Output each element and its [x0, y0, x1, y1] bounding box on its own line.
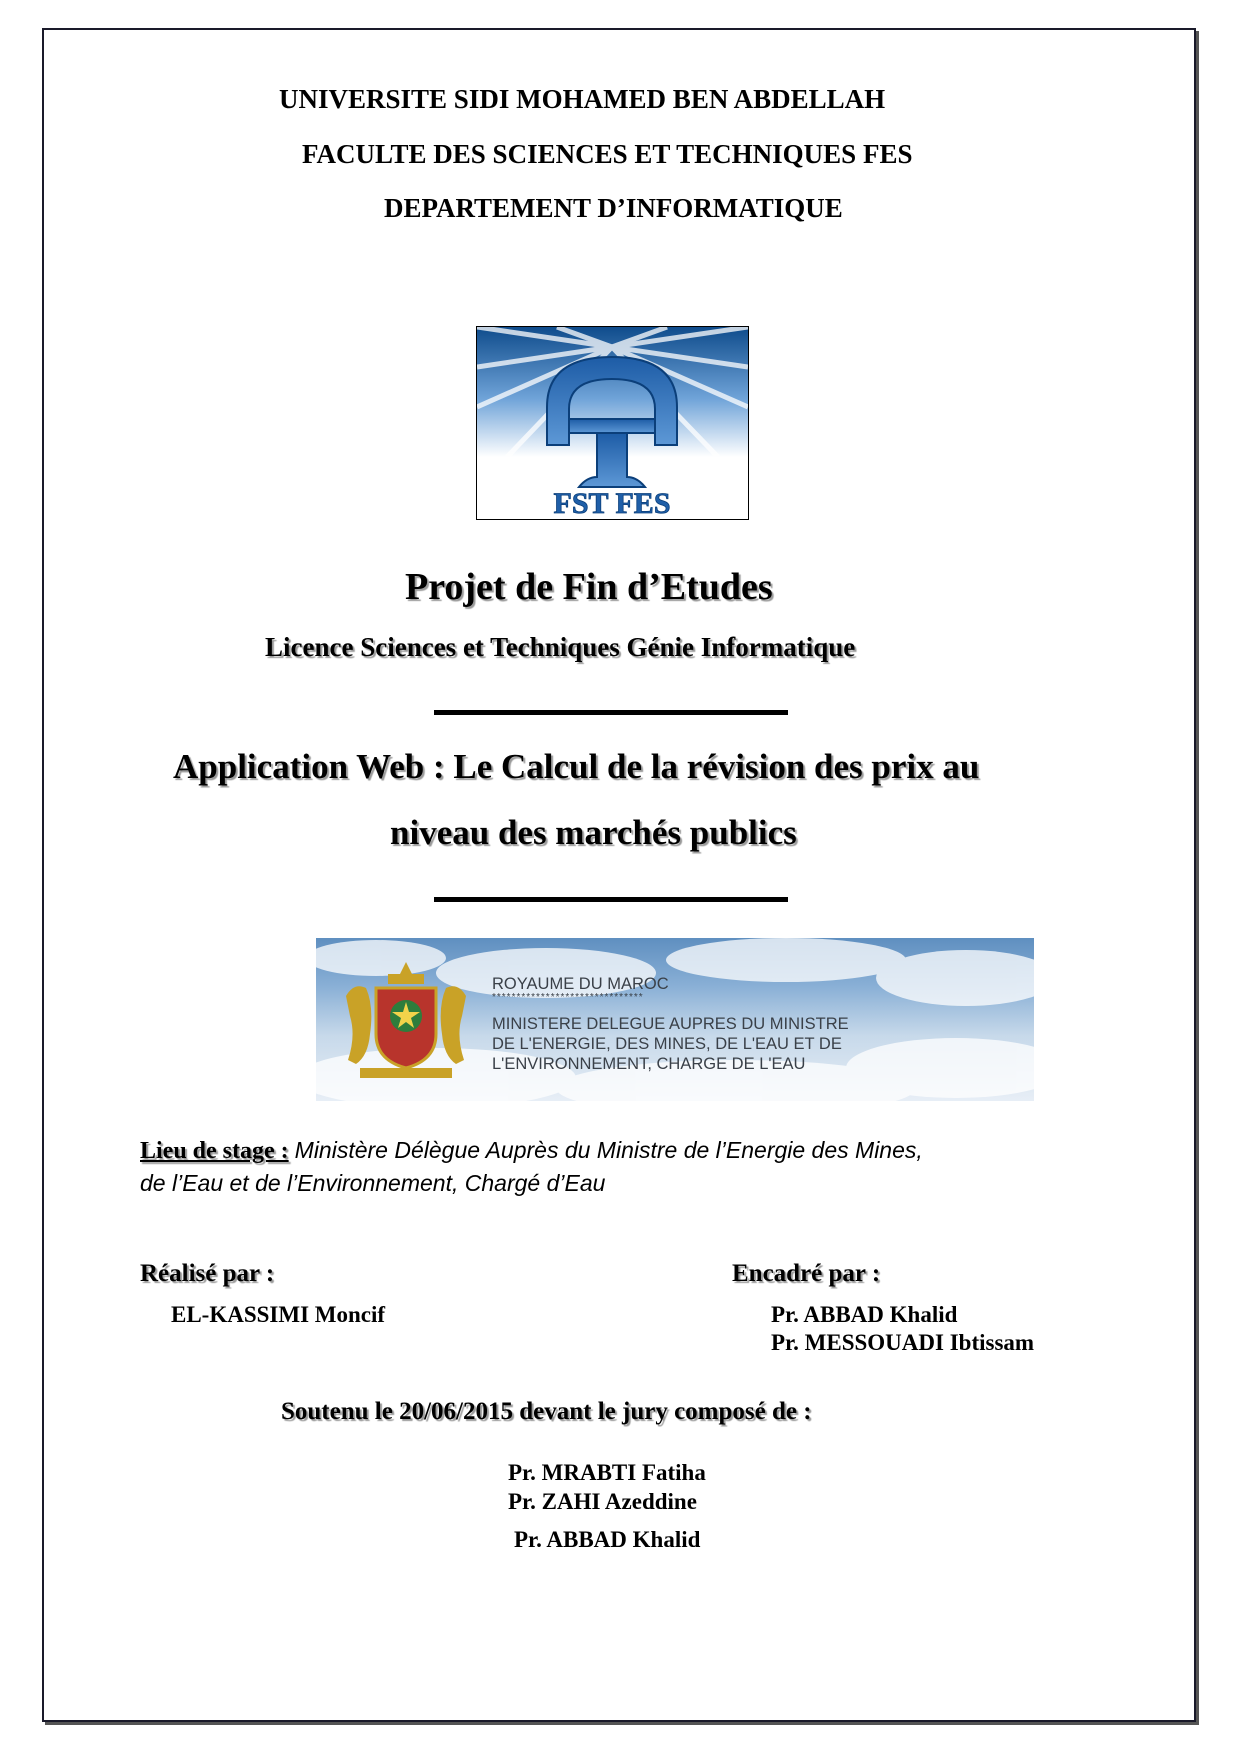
- project-subtitle: Licence Sciences et Techniques Génie Informatique: [265, 632, 856, 662]
- internship-location: [140, 1137, 923, 1165]
- supervisor-name: Pr. ABBAD Khalid: [771, 1302, 958, 1327]
- realise-par-label: Réalisé par :: [140, 1260, 275, 1287]
- application-title-line2: niveau des marchés publics: [390, 813, 797, 852]
- banner-separator: *******************************: [492, 992, 644, 1003]
- internship-location-value-line1: Ministère Délègue Auprès du Ministre de l’Energie des Mines,: [294, 1137, 923, 1163]
- coat-of-arms-icon: [336, 956, 476, 1086]
- banner-kingdom: ROYAUME DU MAROC: [492, 975, 669, 993]
- divider-top: [434, 710, 788, 715]
- project-title: Projet de Fin d’Etudes: [405, 566, 773, 608]
- department-name: DEPARTEMENT D’INFORMATIQUE: [384, 193, 843, 223]
- banner-ministry-line1: MINISTERE DELEGUE AUPRES DU MINISTRE: [492, 1015, 849, 1033]
- banner-ministry-line2: DE L'ENERGIE, DES MINES, DE L'EAU ET DE: [492, 1035, 842, 1053]
- supervisor-name: Pr. MESSOUADI Ibtissam: [771, 1330, 1035, 1355]
- student-name: EL-KASSIMI Moncif: [171, 1302, 386, 1327]
- fst-fes-logo: [476, 326, 749, 520]
- divider-bottom: [434, 897, 788, 902]
- jury-member: Pr. MRABTI Fatiha: [508, 1460, 706, 1485]
- jury-member: Pr. ABBAD Khalid: [514, 1527, 701, 1552]
- fst-fes-logo-graphic: [477, 327, 748, 519]
- ministry-banner: [316, 938, 1034, 1101]
- jury-member: Pr. ZAHI Azeddine: [508, 1489, 697, 1514]
- faculty-name: FACULTE DES SCIENCES ET TECHNIQUES FES: [302, 139, 913, 169]
- encadre-par-label: Encadré par :: [732, 1260, 881, 1287]
- jury-label: Soutenu le 20/06/2015 devant le jury composé de :: [281, 1398, 812, 1425]
- banner-ministry-line3: L'ENVIRONNEMENT, CHARGE DE L'EAU: [492, 1055, 806, 1073]
- fst-fes-logo-text: FST FES: [553, 487, 671, 519]
- internship-location-value-line2: de l’Eau et de l’Environnement, Chargé d’Eau: [140, 1170, 606, 1196]
- application-title-line1: Application Web : Le Calcul de la révision des prix au: [173, 747, 980, 786]
- university-name: UNIVERSITE SIDI MOHAMED BEN ABDELLAH: [279, 84, 886, 114]
- internship-location-label: Lieu de stage :: [140, 1138, 289, 1164]
